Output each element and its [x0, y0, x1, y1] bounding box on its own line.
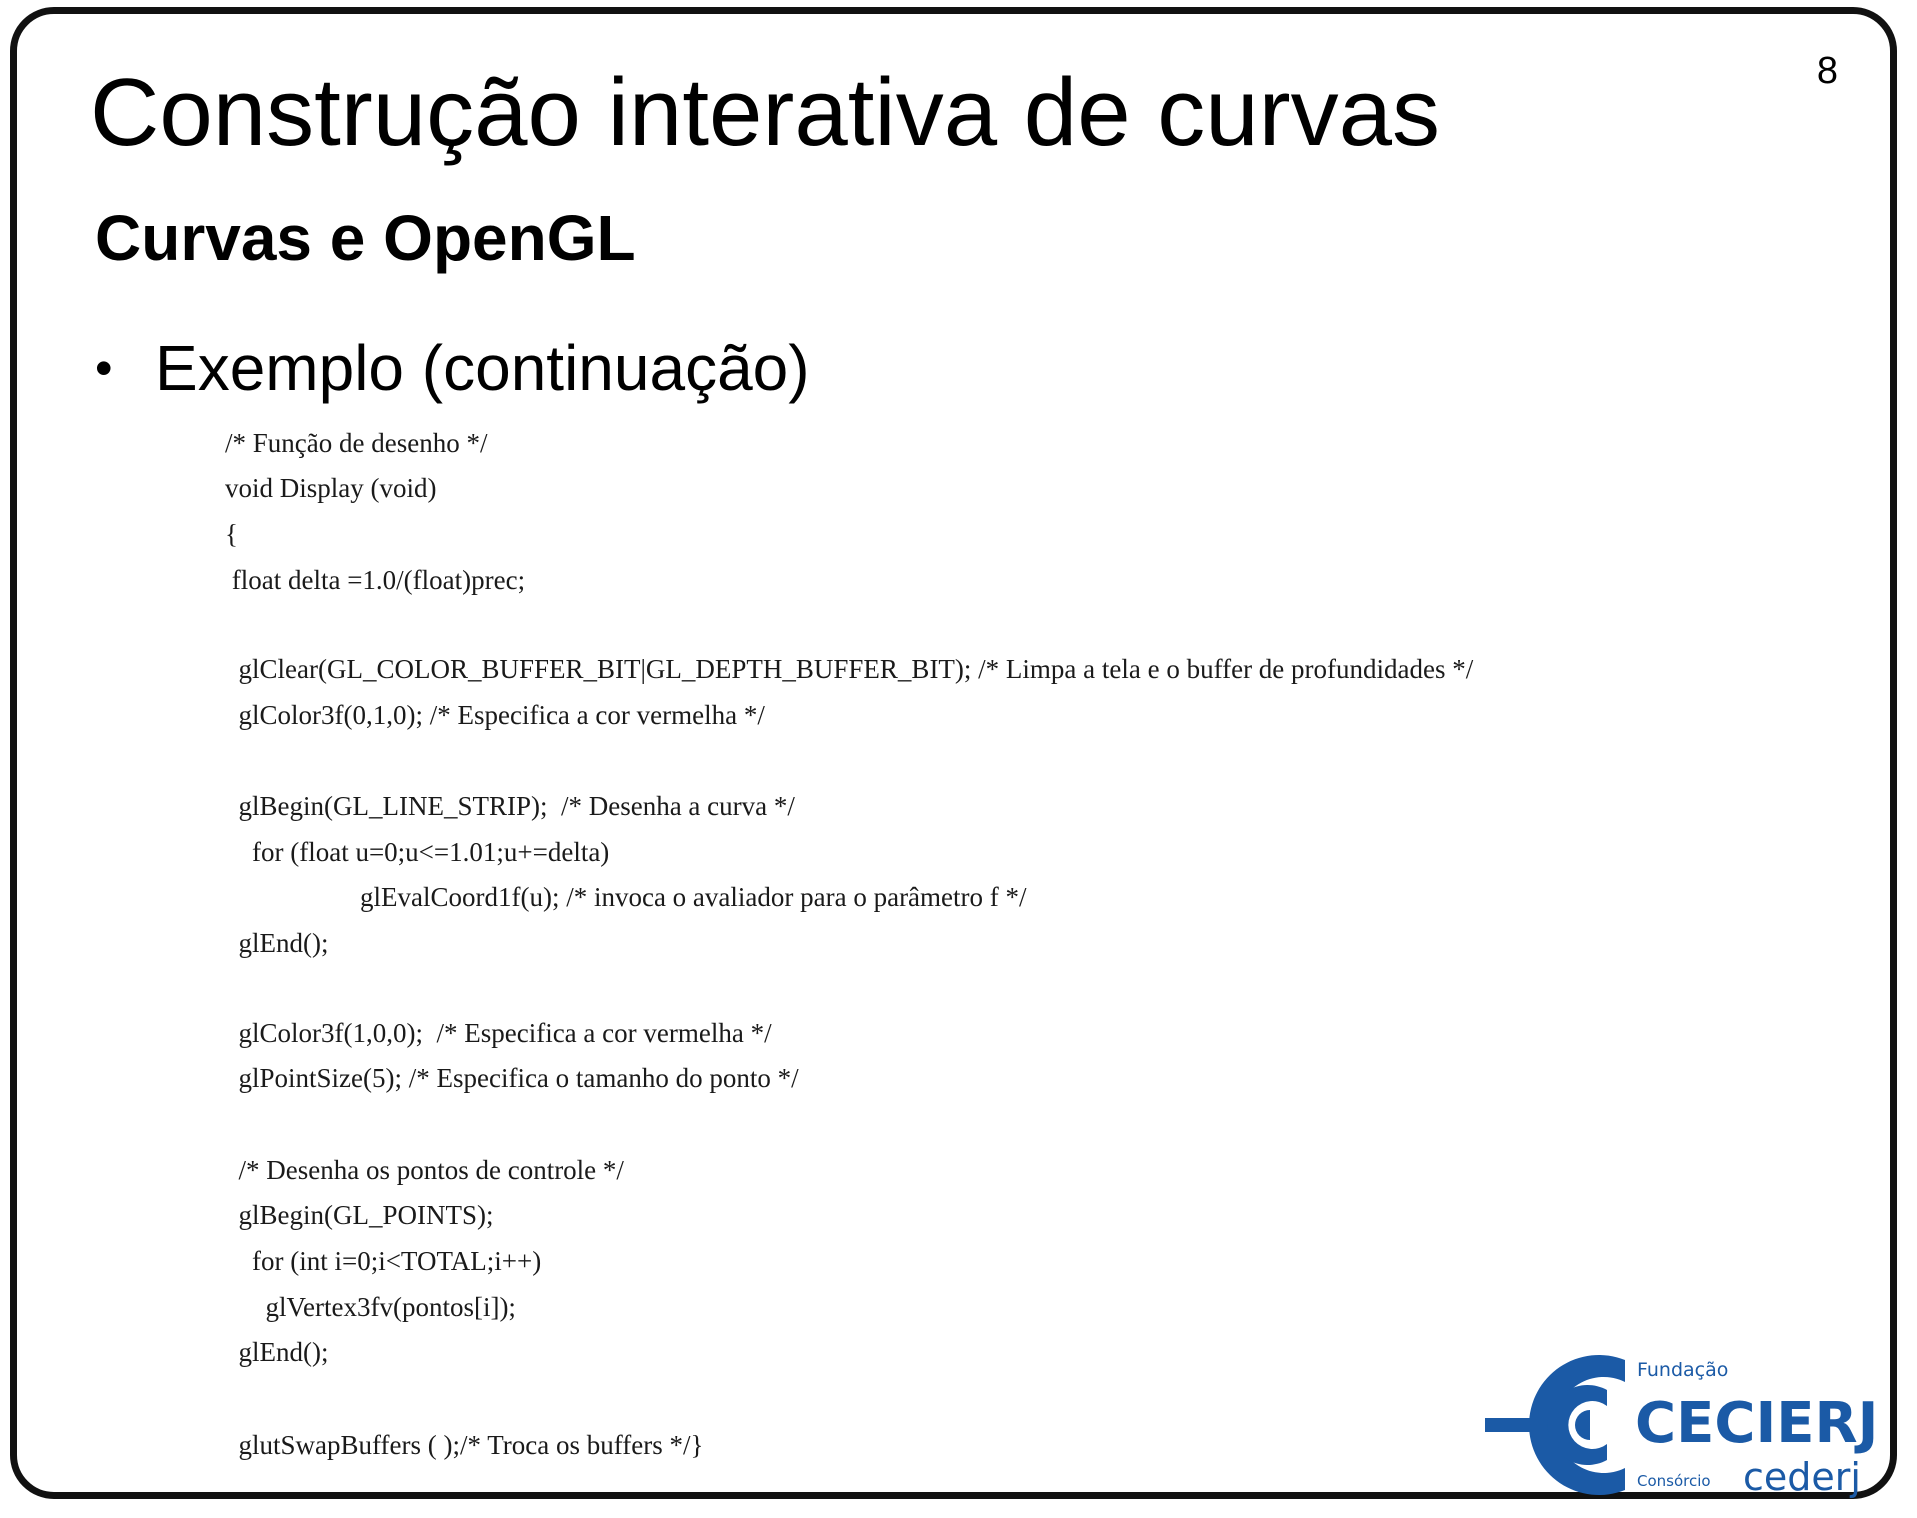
bullet-text: Exemplo (continuação): [155, 332, 810, 404]
code-line: /* Função de desenho */: [225, 428, 488, 458]
code-line: for (float u=0;u<=1.01;u+=delta): [225, 837, 610, 867]
logo-main-text: CECIERJ: [1635, 1391, 1879, 1456]
code-line: glPointSize(5); /* Especifica o tamanho do ponto */: [225, 1063, 799, 1093]
code-line: glBegin(GL_LINE_STRIP); /* Desenha a curva */: [225, 791, 795, 821]
cecierj-logo: [1475, 1340, 1885, 1500]
code-line: glClear(GL_COLOR_BUFFER_BIT|GL_DEPTH_BUFFER_BIT); /* Limpa a tela e o buffer de profundidades */: [225, 654, 1474, 684]
code-line: glutSwapBuffers ( );/* Troca os buffers */}: [225, 1430, 704, 1460]
page-number: 8: [1816, 50, 1838, 92]
code-line: glColor3f(1,0,0); /* Especifica a cor vermelha */: [225, 1018, 772, 1048]
slide-title: Construção interativa de curvas: [90, 59, 1440, 166]
bullet-item: [95, 330, 810, 406]
code-line: glEnd();: [225, 928, 329, 958]
code-line: {: [225, 519, 238, 549]
slide-subtitle: Curvas e OpenGL: [95, 202, 636, 274]
logo-bottom-right-text: cederj: [1743, 1455, 1861, 1499]
logo-swirl-icon: [1485, 1355, 1625, 1495]
code-line: glEvalCoord1f(u); /* invoca o avaliador para o parâmetro f */: [225, 882, 1027, 912]
code-line: float delta =1.0/(float)prec;: [225, 565, 526, 595]
code-line: glVertex3fv(pontos[i]);: [225, 1292, 516, 1322]
logo-bottom-left-text: Consórcio: [1637, 1472, 1711, 1490]
code-line: glColor3f(0,1,0); /* Especifica a cor vermelha */: [225, 700, 765, 730]
bullet-dot-icon: •: [95, 340, 113, 396]
code-line: void Display (void): [225, 473, 437, 503]
code-line: /* Desenha os pontos de controle */: [225, 1155, 624, 1185]
code-line: glBegin(GL_POINTS);: [225, 1200, 494, 1230]
code-line: for (int i=0;i<TOTAL;i++): [225, 1246, 542, 1276]
logo-top-text: Fundação: [1637, 1359, 1729, 1381]
code-line: glEnd();: [225, 1337, 329, 1367]
